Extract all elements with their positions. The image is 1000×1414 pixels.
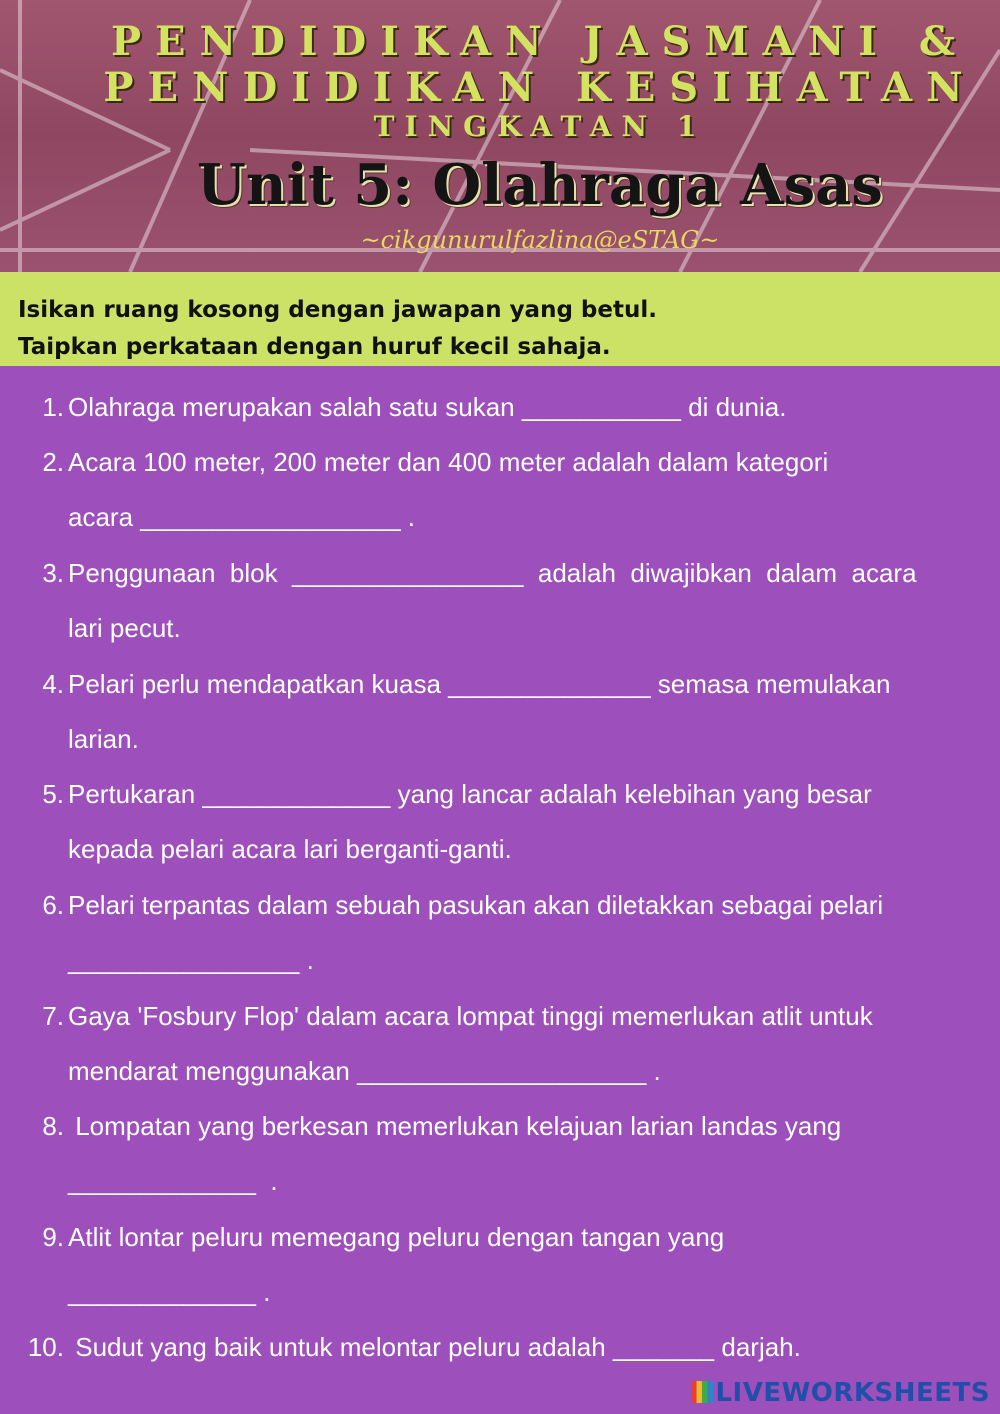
- unit-title: Unit 5: Olahraga Asas: [197, 152, 883, 218]
- question-number: 6.: [42, 890, 64, 920]
- question-number: 3.: [42, 558, 64, 588]
- question-text[interactable]: Pelari perlu mendapatkan kuasa ______________ semasa memulakan: [68, 669, 891, 699]
- question-text-continued[interactable]: lari pecut.: [68, 613, 181, 643]
- question-text[interactable]: Olahraga merupakan salah satu sukan ___________ di dunia.: [68, 392, 787, 422]
- question-text-continued[interactable]: mendarat menggunakan ____________________ .: [68, 1056, 661, 1086]
- question-text-continued[interactable]: kepada pelari acara lari berganti-ganti.: [68, 834, 512, 864]
- question-text[interactable]: Penggunaan blok ________________ adalah diwajibkan dalam acara: [68, 558, 917, 588]
- question-number: 4.: [42, 669, 64, 699]
- question-text-continued[interactable]: ________________ .: [68, 945, 314, 975]
- instruction-band: [0, 272, 1000, 366]
- question-number: 10.: [27, 1332, 64, 1362]
- question-text-continued[interactable]: larian.: [68, 724, 139, 754]
- question-text[interactable]: Gaya 'Fosbury Flop' dalam acara lompat tinggi memerlukan atlit untuk: [68, 1001, 873, 1031]
- title-line-3: TINGKATAN 1: [373, 110, 707, 143]
- question-number: 2.: [42, 447, 64, 477]
- question-text[interactable]: Acara 100 meter, 200 meter dan 400 meter adalah dalam kategori: [68, 447, 829, 477]
- title-line-1: PENDIDIKAN JASMANI &: [110, 18, 970, 65]
- instruction-line-1: Isikan ruang kosong dengan jawapan yang betul.: [18, 297, 657, 323]
- liveworksheets-logo[interactable]: LIVEWORKSHEETS: [691, 1378, 990, 1408]
- question-text[interactable]: Pelari terpantas dalam sebuah pasukan akan diletakkan sebagai pelari: [68, 890, 884, 920]
- question-text-continued[interactable]: _____________ .: [68, 1277, 271, 1307]
- question-number: 1.: [42, 392, 64, 422]
- instruction-line-2: Taipkan perkataan dengan huruf kecil sahaja.: [18, 334, 611, 360]
- question-number: 7.: [42, 1001, 64, 1031]
- liveworksheets-icon: [691, 1381, 713, 1403]
- question-text-continued[interactable]: _____________ .: [68, 1166, 278, 1196]
- title-line-2: PENDIDIKAN KESIHATAN: [103, 64, 977, 111]
- author-credit: ~cikgunurulfazlina@eSTAG~: [360, 226, 720, 254]
- question-number: 9.: [42, 1222, 64, 1252]
- question-text[interactable]: Lompatan yang berkesan memerlukan kelajuan larian landas yang: [68, 1111, 842, 1141]
- header-banner: [0, 0, 1000, 272]
- question-text[interactable]: Pertukaran _____________ yang lancar adalah kelebihan yang besar: [68, 779, 872, 809]
- question-text[interactable]: Sudut yang baik untuk melontar peluru adalah _______ darjah.: [68, 1332, 801, 1362]
- question-number: 5.: [42, 779, 64, 809]
- question-number: 8.: [42, 1111, 64, 1141]
- question-text[interactable]: Atlit lontar peluru memegang peluru dengan tangan yang: [68, 1222, 725, 1252]
- question-text-continued[interactable]: acara __________________ .: [68, 502, 415, 532]
